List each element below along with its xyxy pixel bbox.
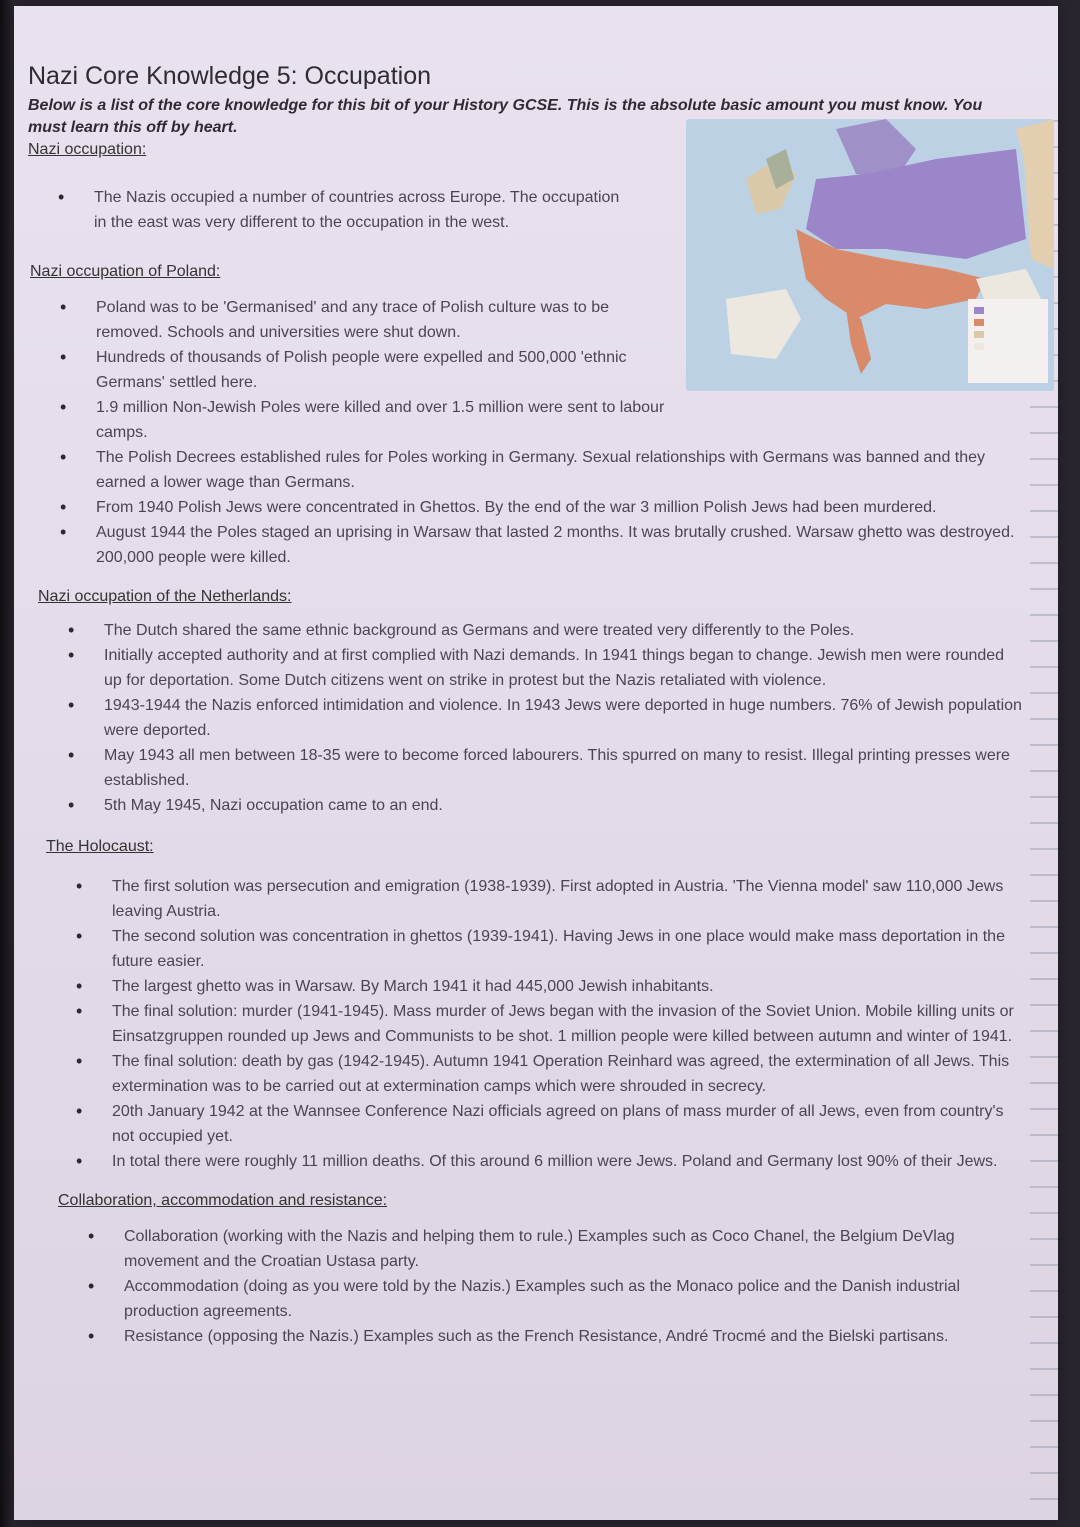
- bullet-list: [46, 874, 1028, 1174]
- bullet-list: [30, 295, 1028, 570]
- list-item: • The final solution: death by gas (1942-1945). Autumn 1941 Operation Reinhard was agreed, the extermination of all Jews. This extermination was to be carried out at extermination camps which were shrouded in secrecy.: [46, 1049, 1022, 1099]
- list-item: • The first solution was persecution and emigration (1938-1939). First adopted in Austria. 'The Vienna model' saw 110,000 Jews leaving Austria.: [46, 874, 1022, 924]
- list-item: • 1943-1944 the Nazis enforced intimidation and violence. In 1943 Jews were deported in huge numbers. 76% of Jewish population were deported.: [38, 693, 1024, 743]
- list-item: • May 1943 all men between 18-35 were to become forced labourers. This spurred on many to resist. Illegal printing presses were established.: [38, 743, 1024, 793]
- section-netherlands: [38, 588, 1028, 818]
- list-item: • Initially accepted authority and at first complied with Nazi demands. In 1941 things began to change. Jewish men were rounded up for deportation. Some Dutch citizens went on strike in protest but the Nazis retaliated with violence.: [38, 643, 1024, 693]
- section-heading: Nazi occupation:: [28, 141, 147, 158]
- intro-text: Below is a list of the core knowledge for this bit of your History GCSE. This is the absolute basic amount you must know. You must learn this off by heart.: [28, 97, 983, 136]
- list-item: • Hundreds of thousands of Polish people were expelled and 500,000 'ethnic Germans' settled here.: [30, 345, 656, 395]
- list-item: • Resistance (opposing the Nazis.) Examples such as the French Resistance, André Trocmé and the Bielski partisans.: [58, 1324, 1024, 1349]
- section-heading: The Holocaust:: [46, 838, 154, 855]
- list-item: • 1.9 million Non-Jewish Poles were killed and over 1.5 million were sent to labour camps.: [30, 395, 676, 445]
- binder-edge: [0, 0, 14, 1527]
- bullet-list: [58, 1224, 1028, 1349]
- list-item: • Collaboration (working with the Nazis and helping them to rule.) Examples such as Coco Chanel, the Belgium DeVlag movement and the Croatian Ustasa party.: [58, 1224, 1024, 1274]
- list-item: • The Polish Decrees established rules for Poles working in Germany. Sexual relationships with Germans was banned and they earned a lower wage than Germans.: [30, 445, 1026, 495]
- list-item: • Accommodation (doing as you were told by the Nazis.) Examples such as the Monaco police and the Danish industrial production agreements.: [58, 1274, 1024, 1324]
- section-holocaust: [46, 838, 1028, 1174]
- page-title: Nazi Core Knowledge 5: Occupation: [28, 62, 432, 90]
- paper-sheet: [14, 6, 1058, 1520]
- list-item: • The Dutch shared the same ethnic background as Germans and were treated very differently to the Poles.: [38, 618, 1024, 643]
- list-item: • 20th January 1942 at the Wannsee Conference Nazi officials agreed on plans of mass murder of all Jews, even from country's not occupied yet.: [46, 1099, 1022, 1149]
- list-item: • The largest ghetto was in Warsaw. By March 1941 it had 445,000 Jewish inhabitants.: [46, 974, 1022, 999]
- list-item: • Poland was to be 'Germanised' and any trace of Polish culture was to be removed. Schools and universities were shut down.: [30, 295, 656, 345]
- section-heading: Nazi occupation of Poland:: [30, 263, 221, 280]
- list-item: • August 1944 the Poles staged an uprising in Warsaw that lasted 2 months. It was brutally crushed. Warsaw ghetto was destroyed. 200,000 people were killed.: [30, 520, 1026, 570]
- list-item: • From 1940 Polish Jews were concentrated in Ghettos. By the end of the war 3 million Polish Jews had been murdered.: [30, 495, 1026, 520]
- section-nazi-occupation: [28, 141, 1028, 235]
- bullet-list: [28, 185, 628, 235]
- section-poland: [30, 263, 1028, 570]
- section-heading: Collaboration, accommodation and resistance:: [58, 1192, 388, 1209]
- list-item: • 5th May 1945, Nazi occupation came to an end.: [38, 793, 1024, 818]
- list-item: • The final solution: murder (1941-1945). Mass murder of Jews began with the invasion of the Soviet Union. Mobile killing units or Einsatzgruppen rounded up Jews and Communists to be shot. 1 million people were killed between autumn and winter of 1941.: [46, 999, 1022, 1049]
- list-item: • The Nazis occupied a number of countries across Europe. The occupation in the east was very different to the occupation in the west.: [28, 185, 628, 235]
- list-item: • In total there were roughly 11 million deaths. Of this around 6 million were Jews. Poland and Germany lost 90% of their Jews.: [46, 1149, 1022, 1174]
- section-heading: Nazi occupation of the Netherlands:: [38, 588, 292, 605]
- list-item: • The second solution was concentration in ghettos (1939-1941). Having Jews in one place would make mass deportation in the future easier.: [46, 924, 1022, 974]
- bullet-list: [38, 618, 1028, 818]
- section-collaboration: [58, 1192, 1028, 1349]
